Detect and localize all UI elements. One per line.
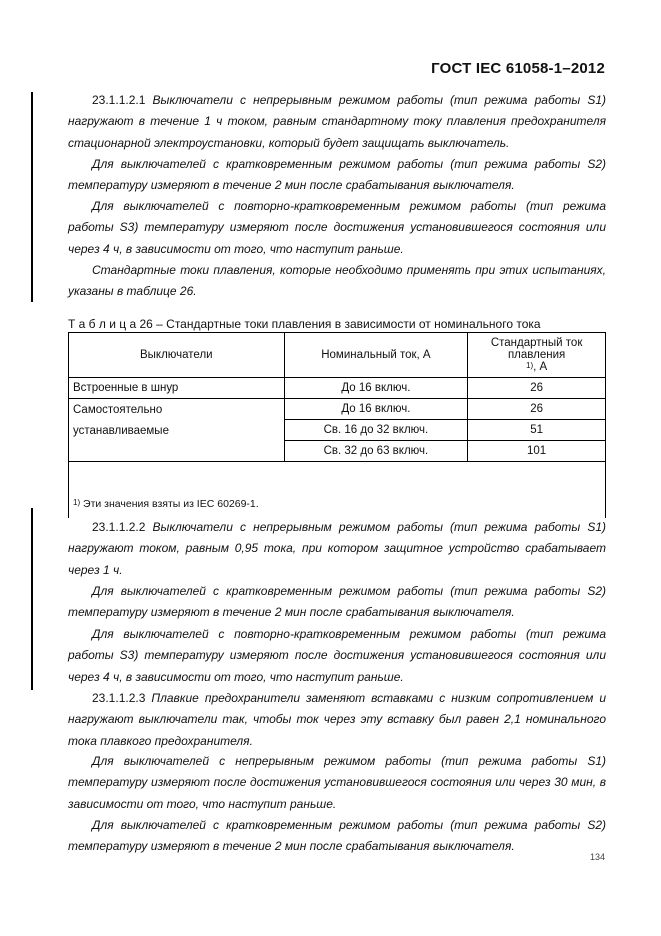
document-header: ГОСТ IEC 61058-1–2012 — [431, 60, 605, 77]
table-row — [69, 378, 606, 399]
table-header-row — [69, 333, 606, 378]
change-bar-top — [31, 92, 33, 302]
paragraph-s2-2: Для выключателей с кратковременным режимом работы (тип режима работы S2) температуру измеряют в течение 2 мин после срабатывания выключателя. — [68, 584, 606, 620]
table-caption: Т а б л и ц а 26 – Стандартные токи плавления в зависимости от номинального тока — [68, 317, 541, 331]
paragraph-23-1-1-2-1: 23.1.1.2.1 Выключатели с непрерывным режимом работы (тип режима работы S1) нагружают в течение 1 ч током, равным стандартному току плавления предохранителя стационарной электроустановки, который будет защищать выключатель. — [68, 93, 606, 150]
header-rated-current: Номинальный ток, А — [284, 333, 468, 378]
cell-type-group: Самостоятельно устанавливаемые — [69, 399, 285, 462]
paragraph-s1-3: Для выключателей с непрерывным режимом работы (тип режима работы S1) температуру измеряют после достижения установившегося состояния или через 30 мин, в зависимости от того, что наступит раньше. — [68, 754, 606, 811]
table-footnote: $^{1)}$ Эти значения взяты из IEC 60269-1. — [69, 462, 606, 519]
paragraph-23-1-1-2-2: 23.1.1.2.2 Выключатели с непрерывным режимом работы (тип режима работы S1) нагружают током, равным 0,95 тока, при котором защитное устройство срабатывает через 1 ч. — [68, 520, 606, 577]
page-number: 134 — [589, 852, 605, 862]
paragraph-23-1-1-2-3: 23.1.1.2.3 Плавкие предохранители заменяют вставками с низким сопротивлением и нагружают выключатели так, чтобы ток через эту вставку был равен 2,1 номинального тока плавкого предохранителя. — [68, 691, 606, 748]
cell-current: До 16 включ. — [284, 378, 468, 399]
paragraph-s3-2: Для выключателей с повторно-кратковременным режимом работы (тип режима работы S3) температуру измеряют после достижения установившегося состояния или через 4 ч, в зависимости от того, что наступит раньше. — [68, 627, 606, 684]
cell-fuse: 26 — [468, 378, 606, 399]
paragraph-s2-3: Для выключателей с кратковременным режимом работы (тип режима работы S2) температуру измеряют в течение 2 мин после срабатывания выключателя. — [68, 818, 606, 854]
fuse-current-table — [68, 332, 606, 518]
cell-type: Встроенные в шнур — [69, 378, 285, 399]
change-bar-bottom — [31, 508, 33, 690]
cell-current: До 16 включ. — [284, 399, 468, 420]
cell-fuse: 26 — [468, 399, 606, 420]
cell-current: Св. 16 до 32 включ. — [284, 420, 468, 441]
header-fuse-current: Стандартный ток плавления $^{1)}$, А — [468, 333, 606, 378]
cell-current: Св. 32 до 63 включ. — [284, 441, 468, 462]
paragraph-s2: Для выключателей с кратковременным режимом работы (тип режима работы S2) температуру измеряют в течение 2 мин после срабатывания выключателя. — [68, 157, 606, 193]
cell-fuse: 101 — [468, 441, 606, 462]
header-switches: Выключатели — [69, 333, 285, 378]
table-footnote-row — [69, 462, 606, 519]
table-row — [69, 399, 606, 420]
cell-fuse: 51 — [468, 420, 606, 441]
paragraph-s3: Для выключателей с повторно-кратковременным режимом работы (тип режима работы S3) температуру измеряют после достижения установившегося состояния или через 4 ч, в зависимости от того, что наступит раньше. — [68, 199, 606, 256]
paragraph-table-ref: Стандартные токи плавления, которые необходимо применять при этих испытаниях, указаны в таблице 26. — [68, 263, 606, 299]
header-footnote-mark: 1) — [526, 361, 534, 370]
